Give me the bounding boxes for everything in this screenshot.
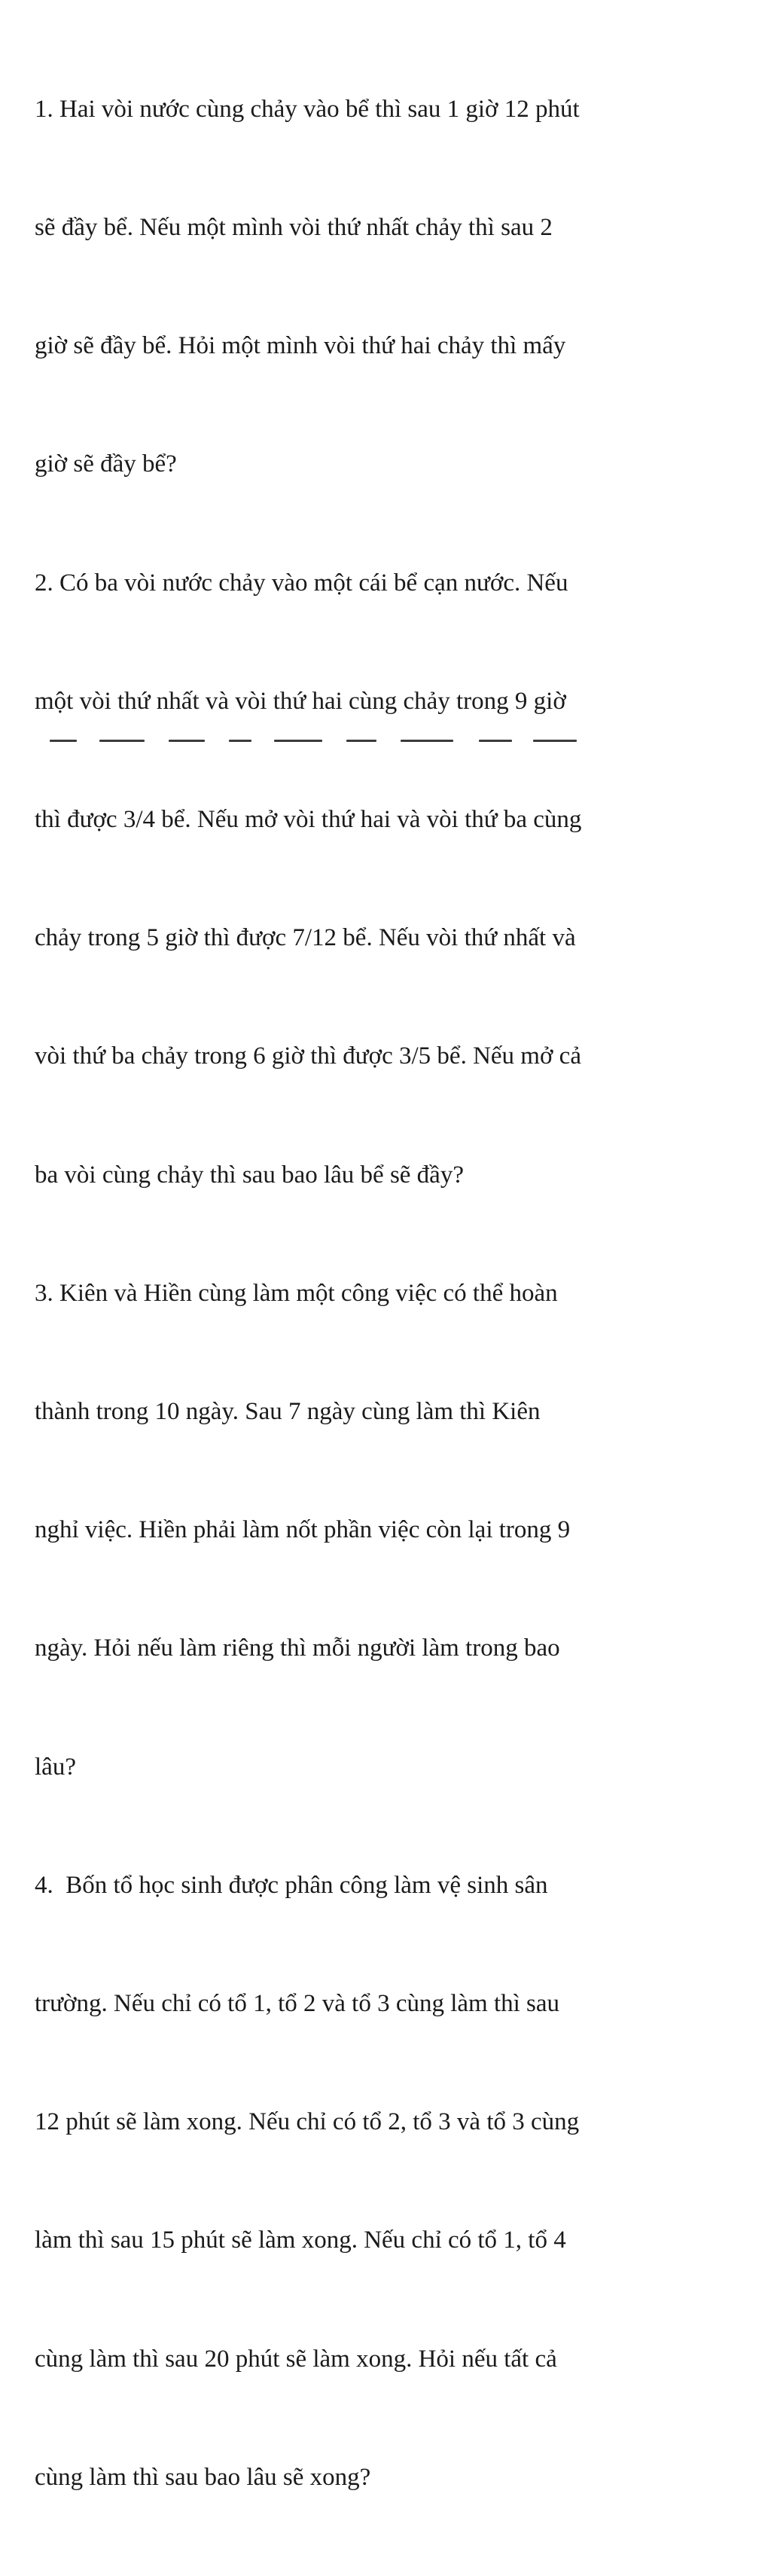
text-line: 4. Bốn tổ học sinh được phân công làm vệ sinh sân [35,1871,548,1899]
text-line: sẽ đầy bể. Nếu một mình vòi thứ nhất chảy thì sau 2 [35,214,553,242]
text-line: 12 phút sẽ làm xong. Nếu chỉ có tổ 2, tổ 3 và tổ 3 cùng [35,2108,580,2136]
text-line: giờ sẽ đầy bể? [35,450,177,478]
text-line: giờ sẽ đầy bể. Hỏi một mình vòi thứ hai chảy thì mấy [35,332,566,360]
text-line: lâu? [35,1753,76,1781]
cut-off-text-line [35,740,742,749]
text-line: chảy trong 5 giờ thì được 7/12 bể. Nếu vòi thứ nhất và [35,924,576,952]
text-line: trường. Nếu chỉ có tổ 1, tổ 2 và tổ 3 cùng làm thì sau [35,1990,560,2018]
text-line: ba vòi cùng chảy thì sau bao lâu bể sẽ đầy? [35,1161,464,1189]
problem-text [35,11,771,2576]
text-line: 3. Kiên và Hiền cùng làm một công việc có thể hoàn [35,1279,558,1307]
text-line: 1. Hai vòi nước cùng chảy vào bể thì sau 1 giờ 12 phút [35,95,580,123]
text-line: thành trong 10 ngày. Sau 7 ngày cùng làm thì Kiên [35,1398,541,1426]
text-line: ngày. Hỏi nếu làm riêng thì mỗi người làm trong bao [35,1634,560,1662]
text-line: làm thì sau 15 phút sẽ làm xong. Nếu chỉ có tổ 1, tổ 4 [35,2227,566,2254]
text-line: cùng làm thì sau bao lâu sẽ xong? [35,2463,371,2491]
text-line: vòi thứ ba chảy trong 6 giờ thì được 3/5 bể. Nếu mở cả [35,1042,581,1070]
text-line: 2. Có ba vòi nước chảy vào một cái bể cạn nước. Nếu [35,569,568,597]
text-line: nghỉ việc. Hiền phải làm nốt phần việc còn lại trong 9 [35,1516,571,1544]
text-line: cùng làm thì sau 20 phút sẽ làm xong. Hỏi nếu tất cả [35,2345,557,2373]
text-line: thì được 3/4 bể. Nếu mở vòi thứ hai và vòi thứ ba cùng [35,806,582,834]
text-line: một vòi thứ nhất và vòi thứ hai cùng chảy trong 9 giờ [35,687,566,715]
